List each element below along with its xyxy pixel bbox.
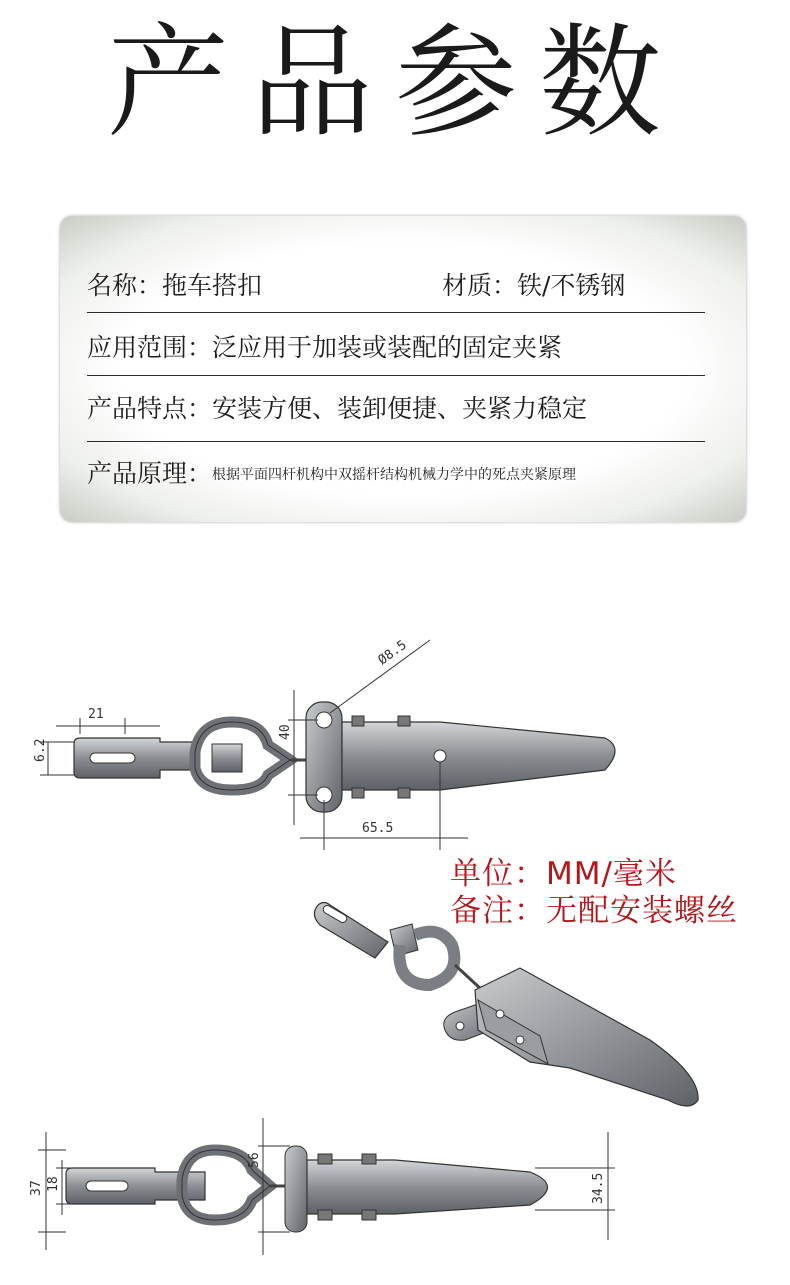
dim-hole-spacing: 40 [278,724,293,740]
dim-base-length: 65.5 [362,821,394,836]
dim-slot-length: 21 [88,707,104,722]
top-tongue-slot [90,753,135,763]
dim-outer-height: 37 [29,1180,44,1196]
top-lever-body [342,722,615,790]
dim-slot-height: 6.2 [33,738,48,762]
principle-text: 根据平面四杆机构中双摇杆结构机械力学中的死点夹紧原理 [212,467,577,483]
page-title: 产品参数 [107,12,683,154]
side-base-plate [285,1146,307,1232]
side-view-drawing [29,1118,615,1255]
material-value: 材质：铁/不锈钢 [442,271,626,300]
side-lever-body [307,1160,548,1214]
side-tongue-slot [86,1181,128,1191]
dim-plate-height: 56 [247,1152,262,1168]
application-value: 应用范围：泛应用于加装或装配的固定夹紧 [87,333,563,362]
remark-note: 备注：无配安装螺丝 [450,893,738,929]
top-view-drawing [33,638,615,850]
features-value: 产品特点：安装方便、装卸便捷、夹紧力稳定 [87,394,588,423]
unit-note: 单位：MM/毫米 [450,856,677,892]
perspective-view-drawing [314,903,698,1107]
name-value: 名称：拖车搭扣 [87,271,263,300]
dim-hole-diameter: Ø8.5 [375,637,410,669]
top-mount-hole-1 [316,712,332,728]
principle-label: 产品原理： [87,459,213,488]
dim-tongue-height: 18 [46,1176,61,1192]
dim-body-height: 34.5 [591,1172,606,1204]
top-pivot-pin [434,750,446,762]
